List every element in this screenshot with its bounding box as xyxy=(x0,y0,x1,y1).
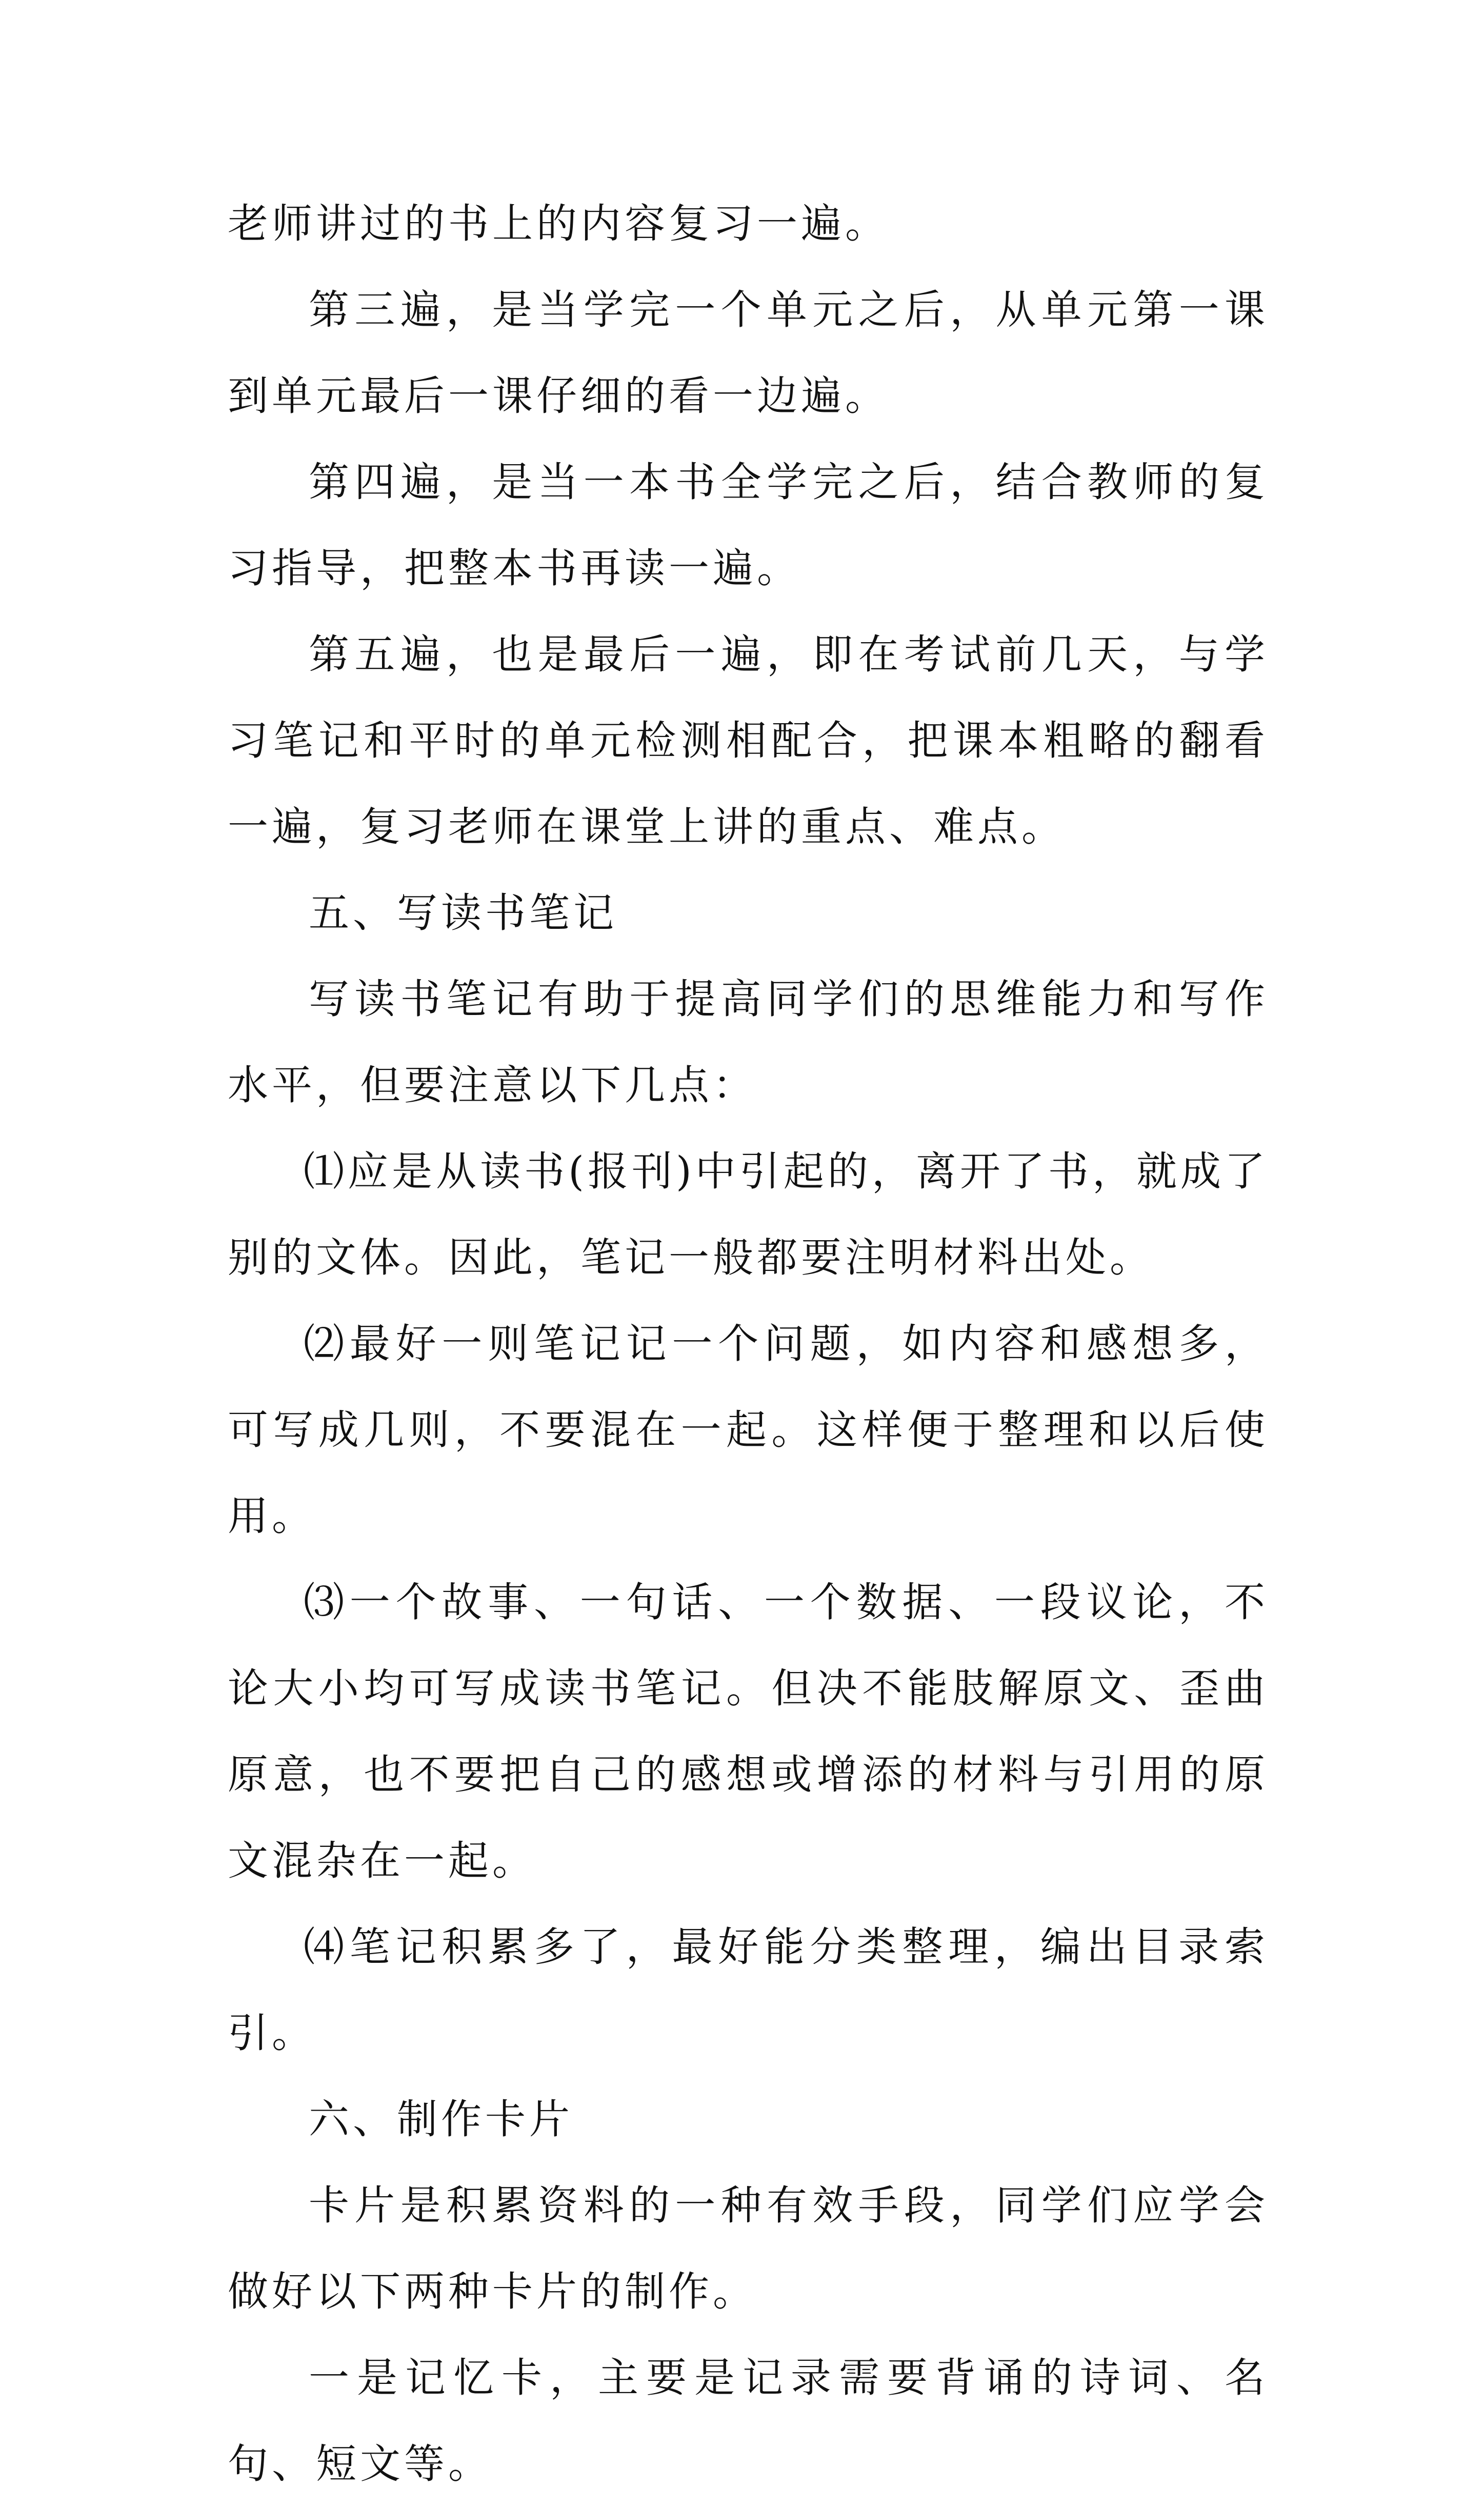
paragraph-reading-notes-intro: 写读书笔记有助于提高同学们的思维能力和写作水平，但要注意以下几点： xyxy=(228,976,1269,1109)
paragraph-fourth-pass: 第四遍，是当一本书全学完之后，结合教师的复习指导，把整本书再读一遍。 xyxy=(228,459,1269,592)
paragraph-third-pass: 第三遍，是当学完一个单元之后，从单元第一课到单元最后一课仔细的看一边遍。 xyxy=(228,286,1269,420)
paragraph-memory-card: 一是记忆卡，主要是记录需要背诵的诗词、名句、短文等。 xyxy=(228,2354,1269,2488)
paragraph-fifth-pass: 第五遍，也是最后一遍，即在考试前几天，与学习笔记和平时的单元检测相配合，把课本粗略的翻看一遍，复习老师在课堂上讲的重点、难点。 xyxy=(228,631,1269,850)
paragraph-continuation: 老师讲过的书上的内容复习一遍。 xyxy=(228,200,889,247)
list-item-note-2: ⑵最好一则笔记记一个问题，如内容和感想多，可写成几则，不要混在一起。这样便于整理和以后使用。 xyxy=(228,1320,1269,1540)
list-item-note-3: ⑶一个故事、一句话、一个数据、一段议论，不论大小均可写成读书笔记。但决不能肢解原文、歪曲原意，也不要把自己的感想或增添的材料与引用的原文混杂在一起。 xyxy=(228,1579,1269,1884)
section-heading-cards: 六、制作卡片 xyxy=(309,2096,573,2143)
list-item-note-4: ⑷笔记积累多了，最好能分类整理，编出目录索引。 xyxy=(228,1923,1269,2057)
paragraph-cards-intro: 卡片是积累资料的一种有效手段，同学们应学会做好以下两种卡片的制作。 xyxy=(228,2182,1269,2315)
document-body xyxy=(228,181,1269,2507)
list-item-note-1: ⑴应是从读书(报刊)中引起的，离开了书，就成了别的文体。因此，笔记一般都要注明材料出处。 xyxy=(228,1148,1269,1281)
section-heading-reading-notes: 五、写读书笔记 xyxy=(309,889,617,937)
